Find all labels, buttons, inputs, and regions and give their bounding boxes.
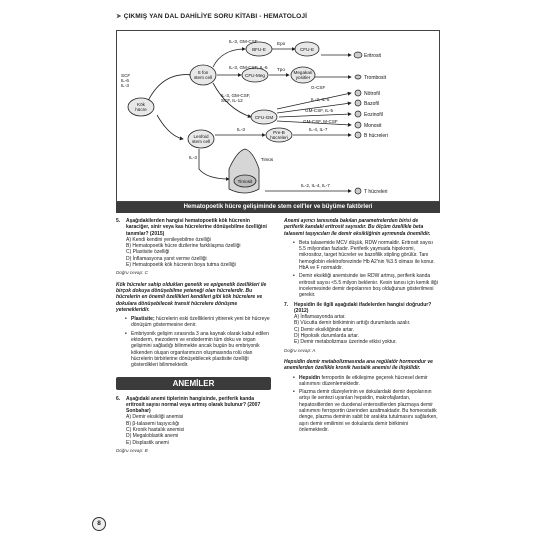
diagram-svg xyxy=(117,31,441,203)
q5-option-e: E) Hematopoetik kök hücrenin boya tutma özelliği xyxy=(126,262,236,269)
list-item: • Embriyonik gelişim sırasında 3 ana kaynak olarak kabul edilen ektoderm, mezoderm ve endodermin tüm doku ve organ gelişimini sağladığı bilinmekte ancak bugün bu embriyonik kökenden oluşan organlarımızın oluşmasında rolü olan hücrelerin birbirlerine dönüşebilecek plastisite özelliği gösterdikleri bilinmektedir. xyxy=(126,331,271,369)
svg-text:IL-3, GM-CSF,SCF, IL-12: IL-3, GM-CSF, SCF, IL-12 xyxy=(221,93,251,103)
svg-text:Megakariyositler: Megakari yositler xyxy=(293,70,313,80)
label-timus: Timüs xyxy=(260,157,274,162)
q6-option-b: B) β-talasemi taşıyıcılığı xyxy=(126,420,180,427)
question-7 xyxy=(284,302,439,315)
output-eritrosit: Eritrosit xyxy=(364,53,381,59)
cell-bfu: BFU-E xyxy=(252,47,266,52)
list-item: • Plazma demir düzeylerinin ve dokulardaki demir depolarının artışı ile sentezi uyarılan hepsidin, makrofajlardan, hepatositlerden ve duodenal enterositlerden plazmaya demir salınımını ferroportin üzerinden azaltmaktadır. Bu homeostatik denge, plazma deminin sabit bir aralıkta tutulmasını sağlarken, aşırı demir emilimini ve dokularda demir birikimini önlemektedir. xyxy=(294,389,439,433)
output-notrofil: Nötrofil xyxy=(364,91,380,97)
q7-explanation: Hepsidin demir metabolizmasında ana regülatör hormondur ve anemilerden özellikle kronik hastalık anemisi ile ilişkilidir. xyxy=(284,358,433,372)
question-5 xyxy=(116,218,271,237)
q6-text: Aşağıdaki anemi tiplerinin hangisinde, periferik kanda eritrosit sayısı normal veya artmış olarak bulunur? (2007 Sonbahar) xyxy=(126,395,261,415)
output-trombosit: Trombosit xyxy=(364,75,387,81)
list-item: • Hepsidin ferroportin ile etkileşime geçerek hücresel demir salınımını düzenlemektedir. xyxy=(294,375,439,388)
q5-option-d: D) İnflamasyona yanıt verme özelliği xyxy=(126,255,207,262)
hematopoiesis-diagram xyxy=(116,30,440,202)
output-t: T hücreleri xyxy=(364,189,388,195)
q7-option-c: C) Demir eksikliğinde artar. xyxy=(294,326,355,333)
q5-option-b: B) Hematopoetik hücre dizilerine farklılaşma özelliği xyxy=(126,243,241,250)
q6-option-d: D) Megaloblastik anemi xyxy=(126,433,179,440)
left-bullets xyxy=(126,316,271,368)
q5-number: 5. xyxy=(116,218,121,224)
svg-text:S fonstem cell: S fon stem cell xyxy=(193,70,213,80)
header-arrow-icon: ➤ xyxy=(116,13,122,20)
factor-il4-il7: IL-4, IL-7 xyxy=(309,127,328,132)
cell-kok: Kök hücre xyxy=(135,102,147,112)
svg-text:Lenfoidstem cell: Lenfoid stem cell xyxy=(191,134,211,144)
q5-option-a: A) Kendi kendini yenileyebilme özelliği xyxy=(126,236,211,243)
page-number: 8 xyxy=(92,517,106,531)
q7-option-e: E) Demir metabolizması üzerinde etkisi yoktur. xyxy=(294,339,397,346)
output-eozinofil: Eozinofil xyxy=(364,112,383,118)
factor-epo: Epo xyxy=(277,41,286,46)
question-6 xyxy=(116,396,271,415)
diagram-caption: Hematopoetik hücre gelişiminde stem cell'ler ve büyüme faktörleri xyxy=(116,202,440,213)
factor-gmcsf-mcsf: GM-CSF, M-CSF xyxy=(303,119,338,124)
q7-options xyxy=(294,314,439,345)
factor-gcsf: G-CSF xyxy=(311,85,326,90)
list-item: • Beta talasemide MCV düşük, RDW normaldir. Eritrosit sayısı 5.5 milyondan fazladır. Periferik yaymada hipokromi, mikrositoz, target hücreler ve bazofilik stipling görülür. Tanı hemoglobin elektroforezinde Hb A2'nin %3.5 olması ile konur. HbA ve F normaldir. xyxy=(294,240,439,271)
cell-cfu-meg: CFU-Meg xyxy=(245,73,265,78)
factor-gmcsf-il5: GM-CSF, IL-5 xyxy=(305,108,334,113)
q5-option-c: C) Plastisite özelliği xyxy=(126,249,170,256)
right-bullets-1 xyxy=(294,240,439,299)
output-b: B hücreleri xyxy=(364,133,388,139)
output-monosit: Monosit xyxy=(364,123,382,129)
section-title: ANEMİLER xyxy=(116,377,271,390)
factor-il3: IL-3 xyxy=(237,127,245,132)
cell-cfu-e: CFU-E xyxy=(299,47,315,52)
factor-il3-gmcsf: IL-3, GM-CSF xyxy=(229,39,258,44)
q5-options xyxy=(126,237,271,268)
q5-answer: Doğru cevap: C xyxy=(116,270,148,276)
list-item: • Demir eksikliği anemisinde ise RDW artmış, periferik kanda eritrosit sayısı <5.5 milyon bekleniır. Kesin tanısı için kemik iliği incelemesinde demir depolarının boş olduğunun gösterilmesi gerekir. xyxy=(294,273,439,298)
q7-option-a: A) İnflamasyonda artar. xyxy=(294,314,346,321)
list-item: • Plastisite; hücrelerin eski özelliklerini yitirerek yeni bir hücreye dönüşüm göstermesine denir. xyxy=(126,316,271,329)
q6-answer: Doğru cevap: B xyxy=(116,447,148,453)
factor-tpo: Tpo xyxy=(277,67,285,72)
q7-answer: Doğru cevap: A xyxy=(284,347,316,353)
q7-option-b: B) Vücutta demir birikiminin arttığı durumlarda azalır. xyxy=(294,320,411,327)
page-header xyxy=(116,12,307,20)
factor-il3-gmcsf-il6: IL-3, GM-CSF, IL-6 xyxy=(229,65,268,70)
q6-option-c: C) Kronik hastalık anemisi xyxy=(126,427,185,434)
cell-timosit: Timosit xyxy=(237,179,253,184)
q5-text: Aşağıdakilerden hangisi hematopoetik kök hücrenin karaciğer, sinir veya kas hücrelerine dönüşebilme özelliğini tanımlar? (2015) xyxy=(126,218,267,237)
q7-number: 7. xyxy=(284,301,289,308)
q7-text: Hepsidin ile ilgili aşağıdaki ifadelerden hangisi doğrudur? (2012) xyxy=(294,301,432,314)
right-column xyxy=(284,218,439,436)
factor-il2-il4-il7: IL-2, IL-4, IL-7 xyxy=(301,183,330,188)
q6-number: 6. xyxy=(116,395,121,402)
q6-options xyxy=(126,414,271,445)
right-bullets-2 xyxy=(294,375,439,434)
left-column xyxy=(116,218,271,459)
q5-explanation: Kök hücreler sahip oldukları genetik ve epigenetik özellikleri ile birçok dokuya dönüşebilme yeteneği olan hücrelerdir. Bu hücrelerin en önemli özellikleri kendileri gibi kök hücrelere ve dokulara dönüşebilecek transit hücrelere dönüşme yetenekleridir. xyxy=(116,281,267,313)
header-title: ÇIKMIŞ YAN DAL DAHİLİYE SORU KİTABI - HEMATOLOJİ xyxy=(123,13,308,20)
svg-text:Pre-Bhücreleri: Pre-B hücreleri xyxy=(270,130,288,140)
cell-cfu-gm: CFU-GM xyxy=(254,115,274,120)
q6-option-a: A) Demir eksikliği anemisi xyxy=(126,414,184,421)
factor-il3-b: IL-3 xyxy=(189,155,197,160)
output-bazofil: Bazofil xyxy=(364,101,380,107)
q6-option-e: E) Displastik anemi xyxy=(126,439,169,446)
svg-text:SCFIL-6IL-3: SCF IL-6 IL-3 xyxy=(121,73,131,88)
factor-il3-il5: IL-3, IL-5 xyxy=(311,97,330,102)
q7-option-d: D) Hipoksik durumlarda artar. xyxy=(294,333,360,340)
q6-explanation: Anemi ayırıcı tanısında bakılan parametrelerden birisi de periferik kandaki eritrosit sayısıdır. Bu ölçüm özellikle beta talasemi taşıyıcıları ile demir eksikliğinin ayrımında önemlidir. xyxy=(284,218,431,237)
